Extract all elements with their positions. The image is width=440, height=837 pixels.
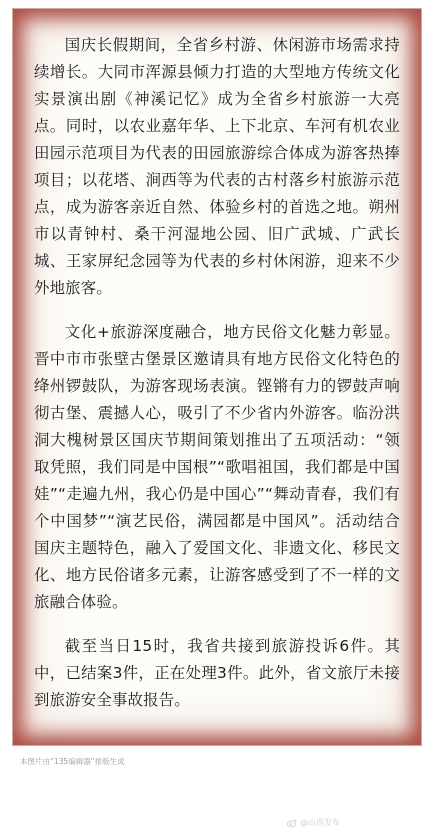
image-caption: 本图片由“135编辑器”排版生成 <box>20 757 125 766</box>
weibo-icon <box>287 818 297 828</box>
paragraph-rural-tourism: 国庆长假期间，全省乡村游、休闲游市场需求持续增长。大同市浑源县倾力打造的大型地方传统文化实景演出剧《神溪记忆》成为全省乡村旅游一大亮点。同时，以农业嘉年华、上下北京、车河有机农业田园示范项目为代表的田园旅游综合体成为游客热捧项目；以花塔、涧西等为代表的古村落乡村旅游示范点，成为游客亲近自然、体验乡村的首选之地。朔州市以青钟村、桑干河湿地公园、旧广武城、广武长城、王家屏纪念园等为代表的乡村休闲游，迎来不少外地旅客。 <box>34 36 400 297</box>
article-frame <box>12 8 422 746</box>
paragraph-complaints: 截至当日15时，我省共接到旅游投诉6件。其中，已结案3件，正在处理3件。此外，省文旅厅未接到旅游安全事故报告。 <box>34 637 400 709</box>
article-body <box>34 32 400 731</box>
watermark-text: @山西发布 <box>300 818 340 827</box>
paragraph-culture-tourism: 文化+旅游深度融合，地方民俗文化魅力彰显。晋中市市张壁古堡景区邀请具有地方民俗文化特色的绛州锣鼓队，为游客现场表演。铿锵有力的锣鼓声响彻古堡、震撼人心，吸引了不少省内外游客。临汾洪洞大槐树景区国庆节期间策划推出了五项活动：“领取凭照，我们同是中国根”“歌唱祖国，我们都是中国娃”“走遍九州，我心仍是中国心”“舞动青春，我们有个中国梦”“演艺民俗，满园都是中国风”。活动结合国庆主题特色，融入了爱国文化、非遗文化、移民文化、地方民俗诸多元素，让游客感受到了不一样的文旅融合体验。 <box>34 323 400 611</box>
watermark <box>287 817 340 829</box>
